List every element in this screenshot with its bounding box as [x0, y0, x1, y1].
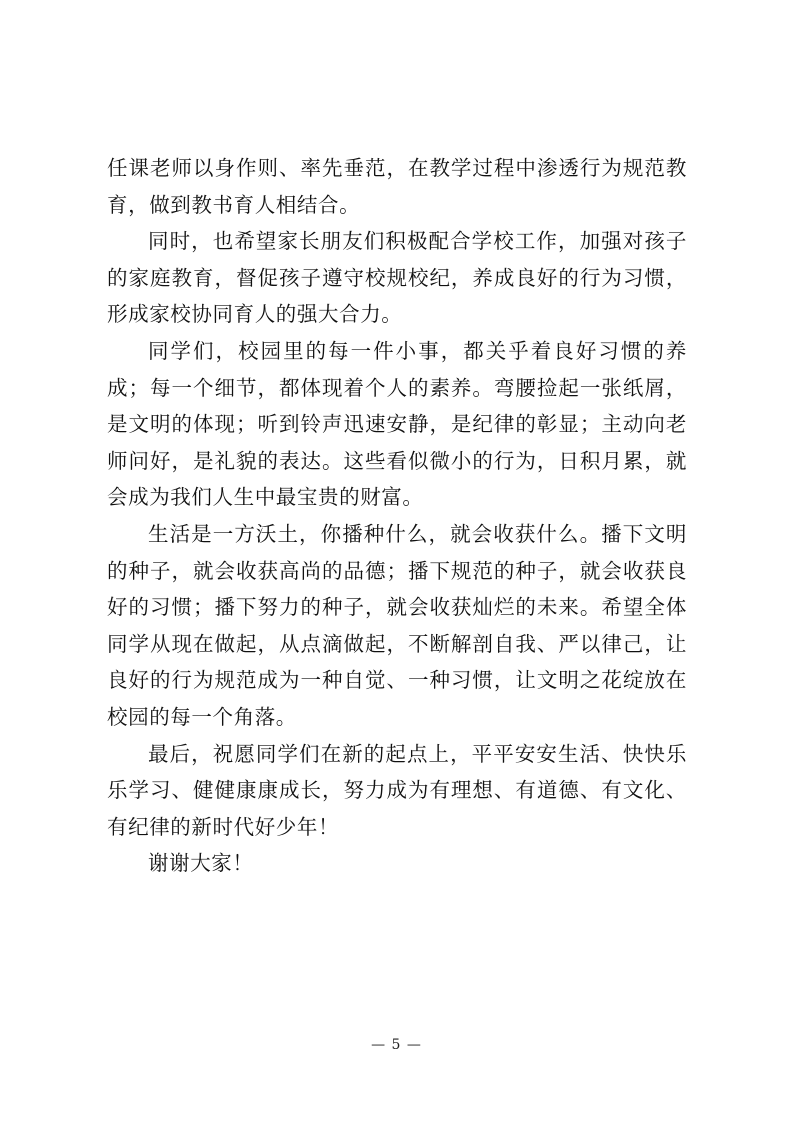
paragraph-continued: 任课老师以身作则、率先垂范，在教学过程中渗透行为规范教育，做到教书育人相结合。 [107, 156, 687, 217]
page-number: — 5 — [371, 1037, 422, 1053]
paragraph-thanks: 谢谢大家！ [148, 851, 254, 876]
paragraph-parents: 同时，也希望家长朋友们积极配合学校工作，加强对孩子的家庭教育，督促孩子遵守校规校纪，养成良好的行为习惯，形成家校协同育人的强大合力。 [107, 229, 687, 327]
paragraph-sowing: 生活是一方沃土，你播种什么，就会收获什么。播下文明的种子，就会收获高尚的品德；播下规范的种子，就会收获良好的习惯；播下努力的种子，就会收获灿烂的未来。希望全体同学从现在做起，从点滴做起，不断解剖自我、严以律己，让良好的行为规范成为一种自觉、一种习惯，让文明之花绽放在校园的每一个角落。 [107, 521, 687, 729]
paragraph-habits: 同学们，校园里的每一件小事，都关乎着良好习惯的养成；每一个细节，都体现着个人的素养。弯腰捡起一张纸屑，是文明的体现；听到铃声迅速安静，是纪律的彰显；主动向老师问好，是礼貌的表达。这些看似微小的行为，日积月累，就会成为我们人生中最宝贵的财富。 [107, 338, 687, 510]
body-text [107, 150, 687, 882]
paragraph-wishes: 最后，祝愿同学们在新的起点上，平平安安生活、快快乐乐学习、健健康康成长，努力成为有理想、有道德、有文化、有纪律的新时代好少年！ [107, 741, 687, 839]
